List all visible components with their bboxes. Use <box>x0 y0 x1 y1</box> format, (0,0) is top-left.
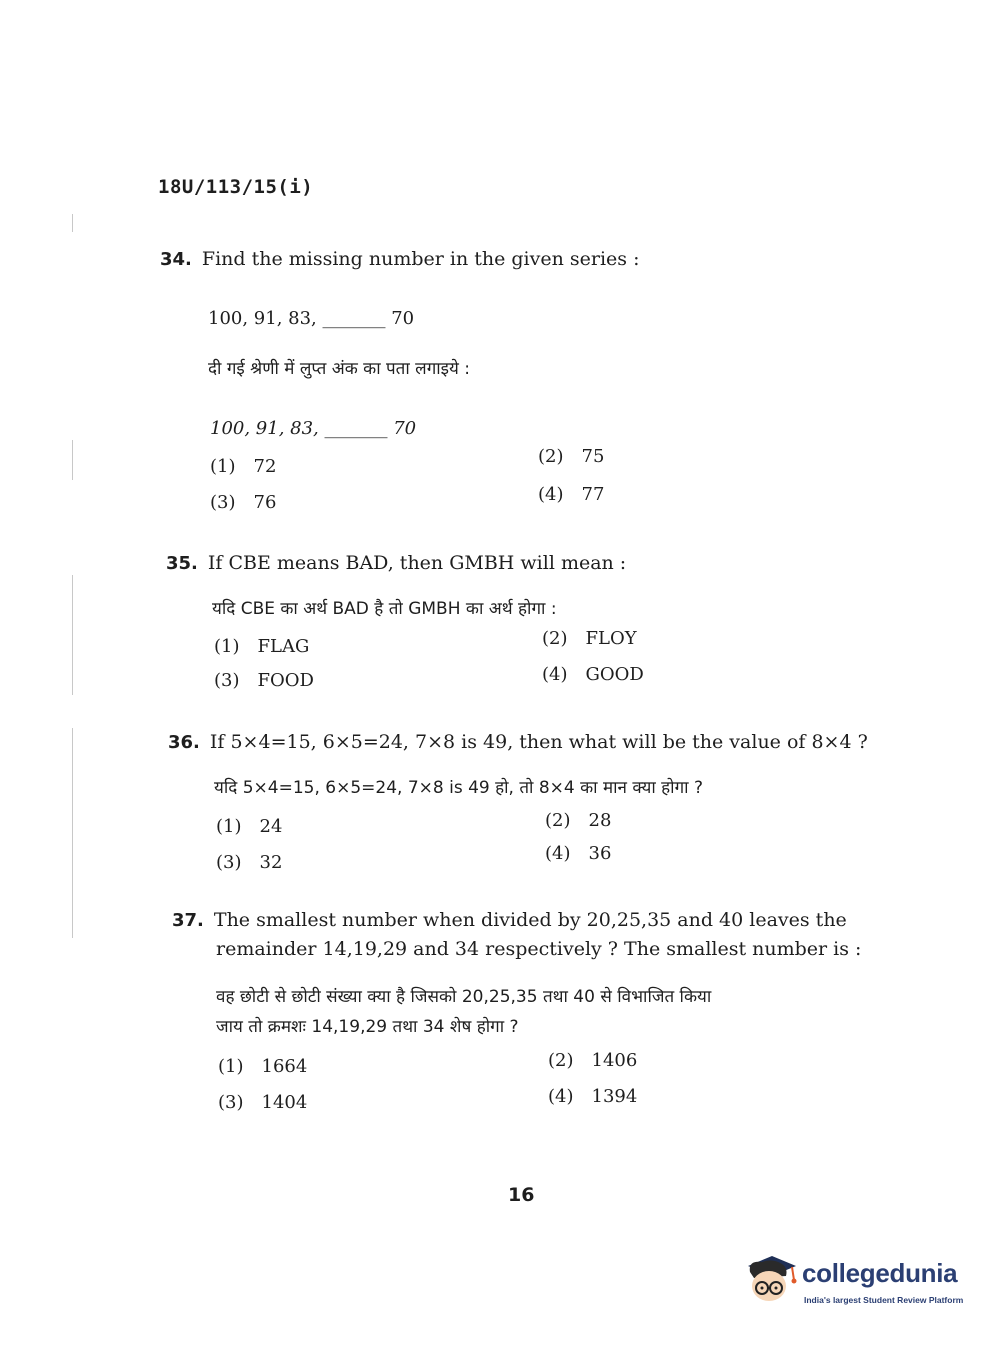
question-34 <box>160 244 639 275</box>
option-3: (3) FOOD <box>214 670 314 691</box>
question-text-hi-line1: वह छोटी से छोटी संख्या क्या है जिसको 20,25,35 तथा 40 से विभाजित किया <box>216 987 712 1007</box>
margin-mark <box>72 728 73 938</box>
question-number: 36. <box>168 732 200 753</box>
question-37 <box>172 905 847 936</box>
series-en: 100, 91, 83, _______ 70 <box>208 308 415 329</box>
question-text-en: If CBE means BAD, then GMBH will mean : <box>207 552 627 574</box>
question-36 <box>168 727 868 758</box>
question-text-hi: दी गई श्रेणी में लुप्त अंक का पता लगाइये : <box>208 359 471 379</box>
series-hi: 100, 91, 83, _______ 70 <box>210 418 417 439</box>
option-1: (1) 1664 <box>218 1056 308 1077</box>
option-1: (1) FLAG <box>214 636 310 657</box>
option-1: (1) 24 <box>216 816 283 837</box>
margin-mark <box>72 440 73 480</box>
option-3: (3) 76 <box>210 492 277 513</box>
question-text-hi-line2: जाय तो क्रमशः 14,19,29 तथा 34 शेष होगा ? <box>216 1017 519 1037</box>
option-2: (2) 1406 <box>548 1050 638 1071</box>
question-text-hi: यदि CBE का अर्थ BAD है तो GMBH का अर्थ होगा : <box>212 599 557 619</box>
option-3: (3) 1404 <box>218 1092 308 1113</box>
margin-mark <box>72 575 73 695</box>
question-number: 35. <box>166 553 198 574</box>
option-4: (4) 77 <box>538 484 605 505</box>
question-text-hi: यदि 5×4=15, 6×5=24, 7×8 is 49 हो, तो 8×4 का मान क्या होगा ? <box>214 778 703 798</box>
question-text-en-line1: The smallest number when divided by 20,25,35 and 40 leaves the <box>213 909 847 931</box>
option-4: (4) 36 <box>545 843 612 864</box>
logo-name: collegedunia <box>802 1258 958 1288</box>
option-2: (2) 75 <box>538 446 605 467</box>
question-35 <box>166 548 626 579</box>
question-number: 34. <box>160 249 192 270</box>
margin-mark <box>72 214 73 232</box>
question-text-en: If 5×4=15, 6×5=24, 7×8 is 49, then what will be the value of 8×4 ? <box>209 731 868 753</box>
collegedunia-logo <box>742 1250 972 1312</box>
option-3: (3) 32 <box>216 852 283 873</box>
option-4: (4) GOOD <box>542 664 644 685</box>
option-1: (1) 72 <box>210 456 277 477</box>
question-text-en: Find the missing number in the given series : <box>201 248 640 270</box>
logo-tagline: India's largest Student Review Platform <box>804 1295 964 1305</box>
paper-code: 18U/113/15(i) <box>158 176 314 198</box>
option-4: (4) 1394 <box>548 1086 638 1107</box>
option-2: (2) FLOY <box>542 628 637 649</box>
option-2: (2) 28 <box>545 810 612 831</box>
question-number: 37. <box>172 910 204 931</box>
mascot-icon <box>742 1250 798 1306</box>
question-text-en-line2: remainder 14,19,29 and 34 respectively ? The smallest number is : <box>216 938 862 960</box>
page-number: 16 <box>508 1184 535 1206</box>
